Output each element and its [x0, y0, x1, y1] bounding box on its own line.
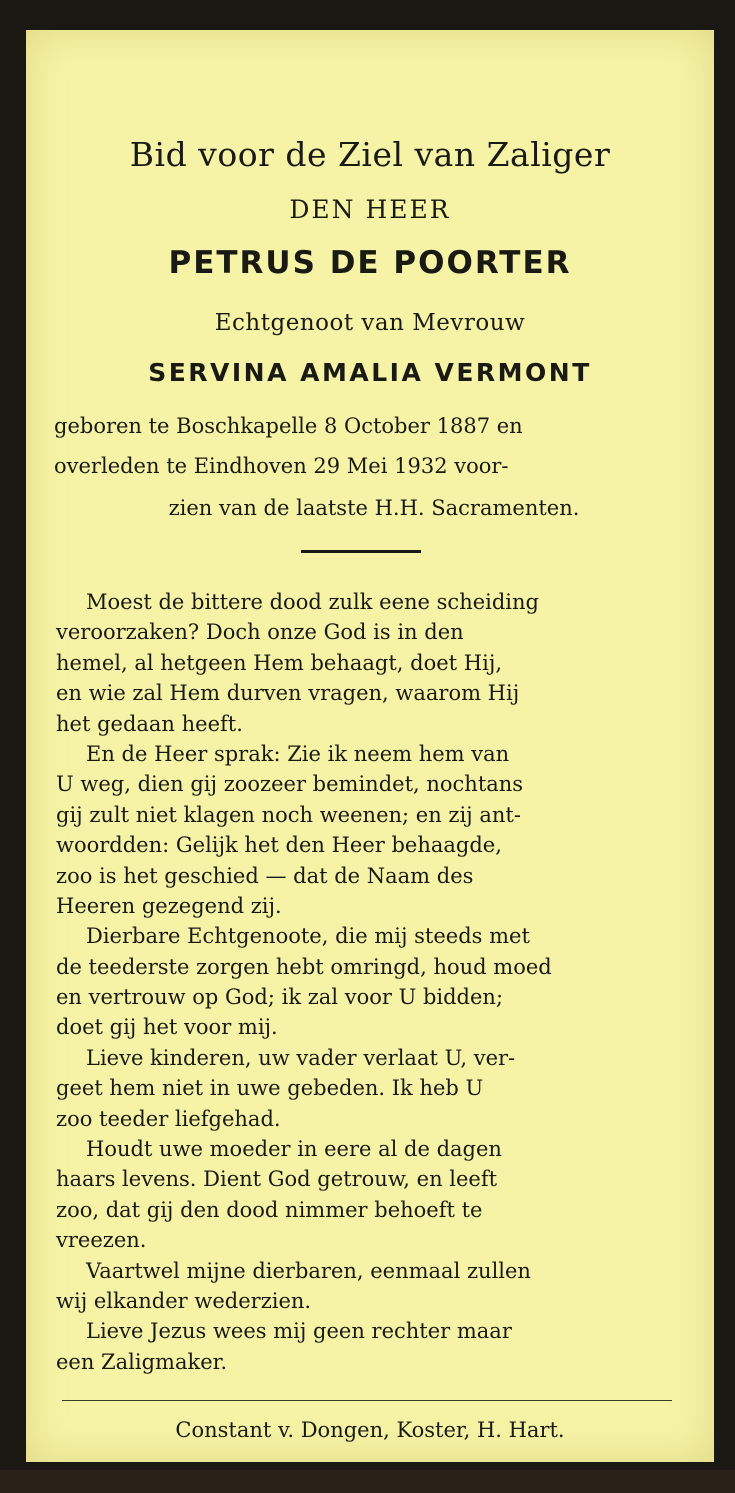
divider	[301, 550, 421, 553]
text-line: zoo is het geschied — dat de Naam des	[56, 863, 474, 888]
text-line: een Zaligmaker.	[56, 1349, 228, 1374]
biography-line: geboren te Boschkapelle 8 October 1887 en	[54, 414, 523, 438]
text-line: Heeren gezegend zij.	[56, 893, 282, 918]
text-line: zoo teeder liefgehad.	[56, 1106, 281, 1131]
text-line: Vaartwel mijne dierbaren, eenmaal zullen	[86, 1258, 531, 1283]
spouse-name: SERVINA AMALIA VERMONT	[148, 358, 592, 387]
text-line: en wie zal Hem durven vragen, waarom Hij	[56, 681, 520, 706]
text-line: Houdt uwe moeder in eere al de dagen	[86, 1137, 502, 1162]
biography-line: overleden te Eindhoven 29 Mei 1932 voor-	[54, 454, 509, 478]
text-line: vreezen.	[56, 1228, 147, 1253]
text-line: hemel, al hetgeen Hem behaagt, doet Hij,	[56, 650, 503, 675]
text-line: geet hem niet in uwe gebeden. Ik heb U	[56, 1076, 484, 1101]
text-line: veroorzaken? Doch onze God is in den	[56, 620, 464, 645]
memorial-text	[56, 587, 696, 1377]
text-line: U weg, dien gij zoozeer bemindet, nochtans	[56, 772, 524, 797]
spouse-label: Echtgenoot van Mevrouw	[214, 310, 526, 336]
text-line: haars levens. Dient God getrouw, en leeft	[56, 1167, 498, 1192]
text-line: doet gij het voor mij.	[56, 1015, 278, 1040]
honorific: DEN HEER	[289, 195, 451, 224]
text-line: wij elkander wederzien.	[56, 1288, 312, 1313]
text-line: Moest de bittere dood zulk eene scheiding	[86, 590, 539, 614]
text-line: de teederste zorgen hebt omringd, houd moed	[56, 954, 552, 979]
text-line: Lieve kinderen, uw vader verlaat U, ver-	[86, 1045, 516, 1070]
text-line: woordden: Gelijk het den Heer behaagde,	[56, 833, 502, 858]
text-line: het gedaan heeft.	[56, 711, 243, 736]
text-line: Lieve Jezus wees mij geen rechter maar	[86, 1319, 512, 1344]
text-line: gij zult niet klagen noch weenen; en zij ant-	[56, 802, 521, 827]
text-line: En de Heer sprak: Zie ik neem hem van	[86, 741, 510, 766]
footer-divider	[62, 1400, 672, 1401]
printer-credit: Constant v. Dongen, Koster, H. Hart.	[175, 1418, 565, 1442]
memorial-card	[26, 30, 714, 1462]
deceased-name: PETRUS DE POORTER	[168, 245, 572, 281]
card-edge	[0, 1470, 735, 1493]
text-line: zoo, dat gij den dood nimmer behoeft te	[56, 1197, 483, 1222]
text-line: Dierbare Echtgenoote, die mij steeds met	[86, 924, 530, 949]
text-line: en vertrouw op God; ik zal voor U bidden;	[56, 985, 504, 1010]
biography-line: zien van de laatste H.H. Sacramenten.	[168, 496, 580, 520]
prayer-heading: Bid voor de Ziel van Zaliger	[129, 135, 611, 174]
